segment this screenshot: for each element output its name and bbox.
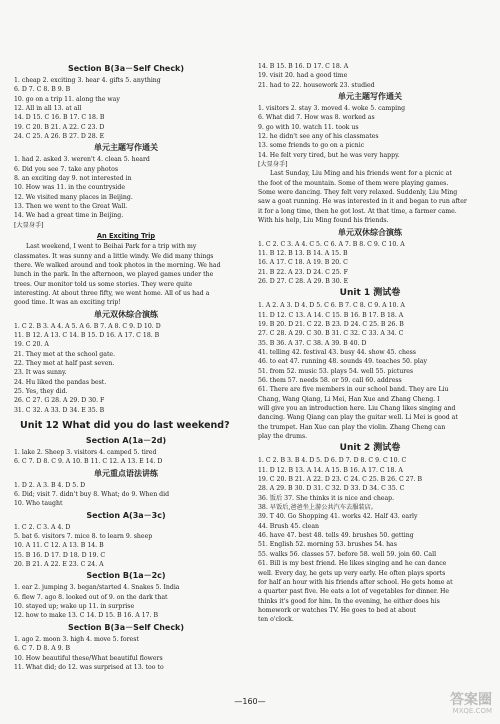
answer-line: Chang, Wang Qiang, Li Mei, Han Xue and Zhang Cheng. I [258, 395, 440, 403]
answer-line: 1. D 2. A 3. B 4. D 5. D [14, 481, 86, 489]
answer-line: 19. C 20. B 21. A 22. D 23. C 24. C 25. B 26. C 27. B [258, 476, 423, 484]
answer-line: 23. It was sunny. [14, 369, 67, 377]
answer-line: the foot of the mountain. Some of them were playing games. [258, 179, 449, 187]
answer-line: 6. D 7. C 8. B 9. B [14, 86, 71, 94]
section-heading: Section A(3a－3c) [86, 510, 166, 520]
answer-line: 12. All in all 13. at all [14, 105, 82, 113]
answer-line: 21. B 22. A 23. D 24. C 25. F [258, 268, 348, 276]
section-heading: Unit 2 测试卷 [339, 443, 401, 454]
answer-line: dancing. Wang Qiang can play the guitar well. Li Mei is good at [258, 414, 458, 422]
answer-line: 27. C 28. A 29. C 30. B 31. C 32. C 33. A 34. C [258, 330, 404, 338]
unit-title: Unit 12 What did you do last weekend? [20, 420, 230, 431]
answer-line: 55. walks 56. classes 57. before 58. well 59. join 60. Call [258, 550, 437, 558]
answer-line: 51. from 52. music 53. plays 54. well 55. pictures [258, 367, 414, 375]
answer-line: 1. ago 2. moon 3. high 4. move 5. forest [14, 635, 139, 643]
answer-line: 9. go with 10. watch 11. took us [258, 123, 359, 131]
answer-line: 1. cheap 2. exciting 3. hear 4. gifts 5. anything [14, 77, 161, 84]
answer-line: 8. an exciting day 9. not interested in [14, 175, 132, 183]
answer-line: 1. lake 2. Sheep 3. visitors 4. camped 5. tired [14, 449, 157, 456]
answer-line: trees. Our monitor told us some stories. They were quite [14, 280, 193, 288]
answer-line: good time. It was an exciting trip! [14, 299, 121, 307]
answer-line: 21. had to 22. housework 23. studied [258, 81, 375, 89]
answer-line: 13. Then we went to the Great Wall. [14, 203, 128, 211]
essay-line: Last Sunday, Liu Ming and his friends went for a picnic at [270, 170, 452, 178]
answer-line: a quarter past five. He eats a lot of vegetables for dinner. He [258, 588, 450, 596]
answer-line: the trumpet. Han Xue can play the violin. Zhang Cheng can [258, 423, 446, 431]
answer-line: it for a long time, then he got lost. At that time, a farmer came. [258, 207, 457, 215]
watermark-logo [432, 693, 492, 719]
answer-line: 10. stayed up; wake up 11. in surprise [14, 603, 135, 611]
answer-line: 14. D 15. C 16. B 17. C 18. B [14, 114, 105, 122]
answer-line: 1. C 2. C 3. A 4. C 5. C 6. A 7. B 8. C 9. C 10. A [258, 240, 405, 248]
answer-line: 6. Did; visit 7. didn't buy 8. What; do 9. When did [14, 491, 170, 499]
watermark-url: MXQE.COM [452, 707, 492, 715]
answer-line: 14. B 15. B 16. D 17. C 18. A [258, 63, 349, 70]
answer-line: play the drums. [258, 433, 308, 441]
answer-line: 10. go on a trip 11. along the way [14, 95, 120, 103]
answer-line: 1. visitors 2. stay 3. moved 4. woke 5. camping [258, 105, 406, 113]
answer-line: 19. visit 20. had a good time [258, 72, 348, 80]
answer-line: 1. had 2. asked 3. weren't 4. clean 5. heard [14, 156, 150, 164]
section-heading: 单元主题写作通关 [338, 92, 402, 102]
answer-line: 11. D 12. C 13. A 14. C 15. B 16. B 17. B 18. A [258, 311, 404, 319]
answer-line: classmates. It was sunny and a little windy. We did many things [14, 252, 214, 260]
answer-line: 6. What did 7. How was 8. worked as [258, 114, 375, 122]
answer-line: thinks it's good for him. In the evening, he either does his [258, 597, 440, 605]
answer-line: 46. have 47. best 48. tells 49. brushes 50. getting [258, 532, 414, 540]
section-heading: 单元主题写作通关 [94, 143, 158, 153]
answer-line: 11. What did; do 12. was surprised at 13. too to [14, 663, 164, 671]
answer-line: 16. A 17. C 18. A 19. B 20. C [258, 259, 348, 267]
watermark-text: 答案圈 [450, 692, 492, 708]
answer-line: 61. Bill is my best friend. He likes singing and he can dance [258, 560, 447, 568]
answer-line: 20. B 21. A 22. E 23. C 24. A [14, 561, 104, 569]
answer-line: saw a goat running. He was interested in it and began to run after [258, 198, 467, 206]
section-heading: Section B(1a－2c) [86, 571, 166, 581]
answer-line: there. We walked around and took photos in the morning. We had [14, 261, 221, 269]
answer-line: 22. They met at half past seven. [14, 359, 115, 367]
answer-line: 19. C 20. B 21. A 22. C 23. D [14, 123, 105, 131]
answer-line: 51. English 52. morning 53. brushes 54. has [258, 541, 397, 549]
answer-line: lunch in the park. In the afternoon, we played games under the [14, 271, 214, 279]
answer-line: 1. C 2. B 3. A 4. A 5. A 6. B 7. A 8. C 9. D 10. D [14, 322, 161, 330]
answer-line: 1. ear 2. jumping 3. began/started 4. Snakes 5. India [14, 584, 180, 592]
answer-line: 24. Hu liked the pandas best. [14, 378, 107, 386]
answer-line: 11. D 12. B 13. A 14. A 15. B 16. A 17. C 18. A [258, 466, 403, 474]
answer-line: 56. them 57. needs 58. or 59. call 60. address [258, 376, 402, 384]
section-heading: Section B(3a－Self Check) [67, 622, 185, 632]
section-heading: 单元重点语法讲练 [94, 468, 158, 478]
answer-line: 46. to eat 47. running 48. sounds 49. teaches 50. play [258, 358, 428, 366]
answer-line: 10. How was 11. in the countryside [14, 184, 126, 192]
answer-line: 19. B 20. D 21. C 22. B 23. D 24. C 25. B 26. B [258, 320, 404, 328]
answer-line: 5. bat 6. visitors 7. mice 8. to learn 9. sheep [14, 533, 153, 541]
essay-line: Last weekend, I went to Beihai Park for a trip with my [26, 243, 197, 251]
answer-line: [大显身手] [258, 161, 288, 169]
answer-line: 1. A 2. A 3. D 4. D 5. C 6. B 7. C 8. C 9. A 10. A [258, 302, 405, 310]
section-heading: 单元双休综合演练 [338, 227, 402, 237]
answer-line: 14. He felt very tired, but he was very happy. [258, 151, 400, 159]
answer-line: for half an hour with his friends after school. He gets home at [258, 578, 453, 586]
answer-line: ten o'clock. [258, 616, 294, 624]
answer-line: 14. We had a great time in Beijing. [14, 212, 124, 220]
right-column [258, 62, 482, 625]
answer-line: well. Every day, he gets up very early. He often plays sports [258, 569, 446, 577]
answer-line: 6. C 7. D 8. A 9. B [14, 645, 71, 653]
answer-line: will give you an introduction here. Liu Chang likes singing and [258, 405, 456, 412]
answer-line: 38. 早饭后,爸爸坐上游公共汽车去服装店。 [258, 504, 377, 512]
answer-line: 10. A 11. C 12. A 13. B 14. B [14, 542, 104, 550]
section-heading: Unit 1 测试卷 [339, 288, 401, 299]
answer-line: 6. Did you see 7. take any photos [14, 165, 118, 173]
answer-line: 1. C 2. C 3. A 4. D [14, 523, 71, 531]
answer-line: 31. C 32. A 33. D 34. E 35. B [14, 406, 105, 414]
section-heading: 单元双休综合演练 [94, 309, 158, 319]
answer-line: 36. 饭后 37. She thinks it is nice and cheap. [258, 494, 395, 502]
answer-line: With his help, Liu Ming found his friends. [258, 217, 389, 225]
answer-line: 19. C 20. A [14, 341, 49, 349]
section-heading: Section B(3a－Self Check) [67, 64, 185, 73]
answer-line: 15. B 16. D 17. D 18. D 19. C [14, 551, 106, 559]
answer-line: 6. flew 7. ago 8. looked out of 9. on the dark that [14, 593, 168, 601]
answer-line: 44. Brush 45. clean [258, 522, 320, 530]
answer-line: 41. telling 42. festival 43. busy 44. show 45. chess [258, 348, 416, 356]
answer-line: 25. Yes, they did. [14, 387, 68, 395]
answer-line: 12. how to make 13. C 14. D 15. B 16. A 17. B [14, 612, 159, 620]
answer-line: 13. some friends to go on a picnic [258, 142, 365, 150]
answer-line: [大显身手] [14, 221, 44, 229]
answer-line: homework or watches TV. He goes to bed at about [258, 606, 416, 614]
section-heading: Section A(1a－2d) [85, 436, 167, 445]
answer-line: 11. B 12. A 13. C 14. B 15. D 16. A 17. C 18. B [14, 331, 160, 339]
answer-line: 11. B 12. B 13. B 14. A 15. B [258, 249, 348, 257]
answer-line: 21. They met at the school gate. [14, 350, 116, 358]
answer-line: Some were dancing. They felt very relaxed. Suddenly, Liu Ming [258, 189, 458, 197]
page-number: —160— [234, 697, 266, 706]
answer-line: 6. C 7. D 8. C 9. A 10. B 11. C 12. A 13. E 14. D [14, 458, 163, 466]
answer-line: 61. There are five members in our school band. They are Liu [258, 386, 449, 394]
answer-line: 12. he didn't see any of his classmates [258, 133, 379, 141]
essay-title: An Exciting Trip [96, 232, 156, 241]
answer-line: 10. Who taught [14, 500, 63, 508]
answer-line: 24. C 25. A 26. B 27. D 28. E [14, 133, 105, 141]
answer-line: 39. T 40. Go Shopping 41. works 42. Half 43. early [258, 513, 418, 521]
answer-line: interesting. At about three fifty, we went home. All of us had a [14, 289, 210, 297]
answer-line: 12. We visited many places in Beijing. [14, 193, 133, 201]
answer-line: 35. B 36. A 37. C 38. A 39. B 40. D [258, 339, 367, 347]
answer-line: 28. A 29. B 30. D 31. C 32. D 33. D 34. C 35. C [258, 485, 405, 493]
answer-line: 26. D 27. C 28. A 29. B 30. E [258, 277, 349, 285]
answer-line: 10. How beautiful these/What beautiful flowers [14, 654, 163, 662]
answer-line: 26. C 27. G 28. A 29. D 30. F [14, 397, 105, 405]
left-column [14, 62, 238, 672]
answer-line: 1. C 2. B 3. B 4. D 5. D 6. D 7. D 8. C 9. C 10. C [258, 457, 407, 465]
